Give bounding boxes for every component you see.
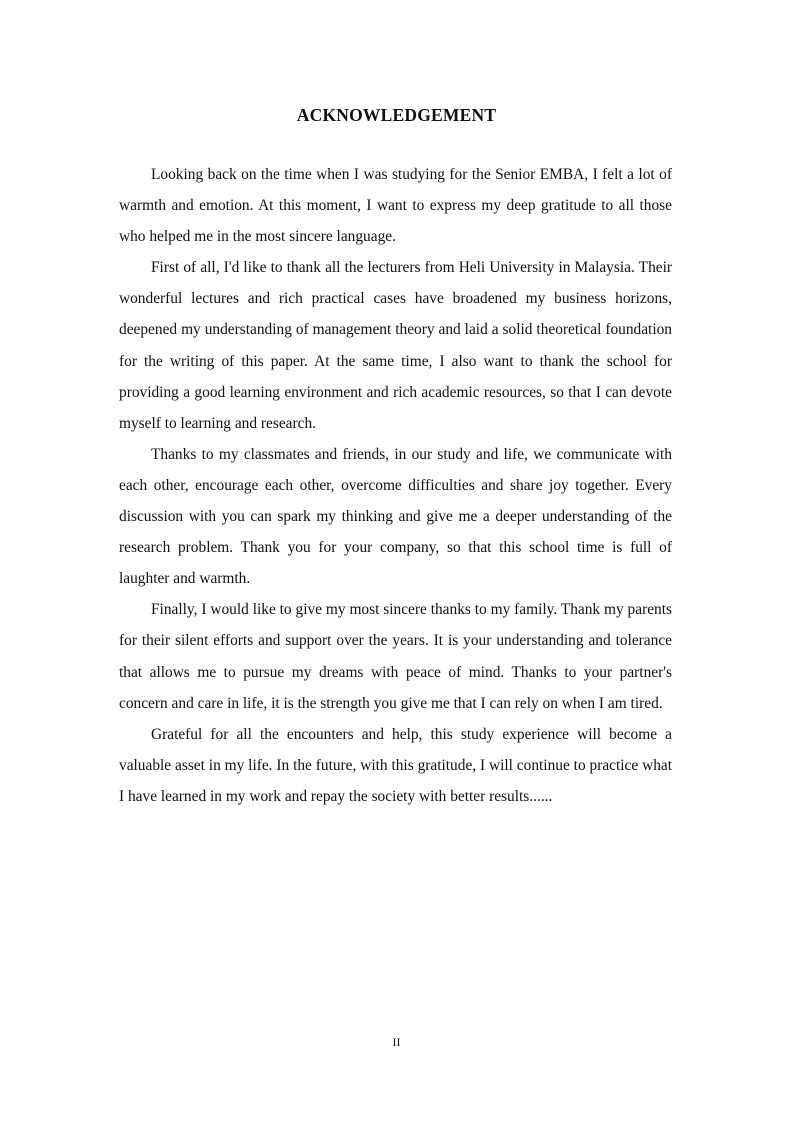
acknowledgement-body [119, 159, 672, 812]
paragraph-intro: Looking back on the time when I was studying for the Senior EMBA, I felt a lot of warmth and emotion. At this moment, I want to express my deep gratitude to all those who helped me in the most sincere language. [119, 166, 672, 246]
paragraph-family: Finally, I would like to give my most sincere thanks to my family. Thank my parents for their silent efforts and support over the years. It is your understanding and tolerance that allows me to pursue my dreams with peace of mind. Thanks to your partner's concern and care in life, it is the strength you give me that I can rely on when I am tired. [119, 601, 672, 712]
paragraph-lecturers: First of all, I'd like to thank all the lecturers from Heli University in Malaysia. Their wonderful lectures and rich practical cases have broadened my business horizons, deepened my understanding of management theory and laid a solid theoretical foundation for the writing of this paper. At the same time, I also want to thank the school for providing a good learning environment and rich academic resources, so that I can devote myself to learning and research. [119, 259, 672, 432]
page-number: II [392, 1035, 401, 1049]
paragraph-closing: Grateful for all the encounters and help, this study experience will become a valuable asset in my life. In the future, with this gratitude, I will continue to practice what I have learned in my work and repay the society with better results...... [119, 725, 672, 805]
paragraph-classmates: Thanks to my classmates and friends, in our study and life, we communicate with each other, encourage each other, overcome difficulties and share joy together. Every discussion with you can spark my thinking and give me a deeper understanding of the research problem. Thank you for your company, so that this school time is full of laughter and warmth. [119, 445, 672, 588]
page-title: ACKNOWLEDGEMENT [296, 105, 497, 125]
